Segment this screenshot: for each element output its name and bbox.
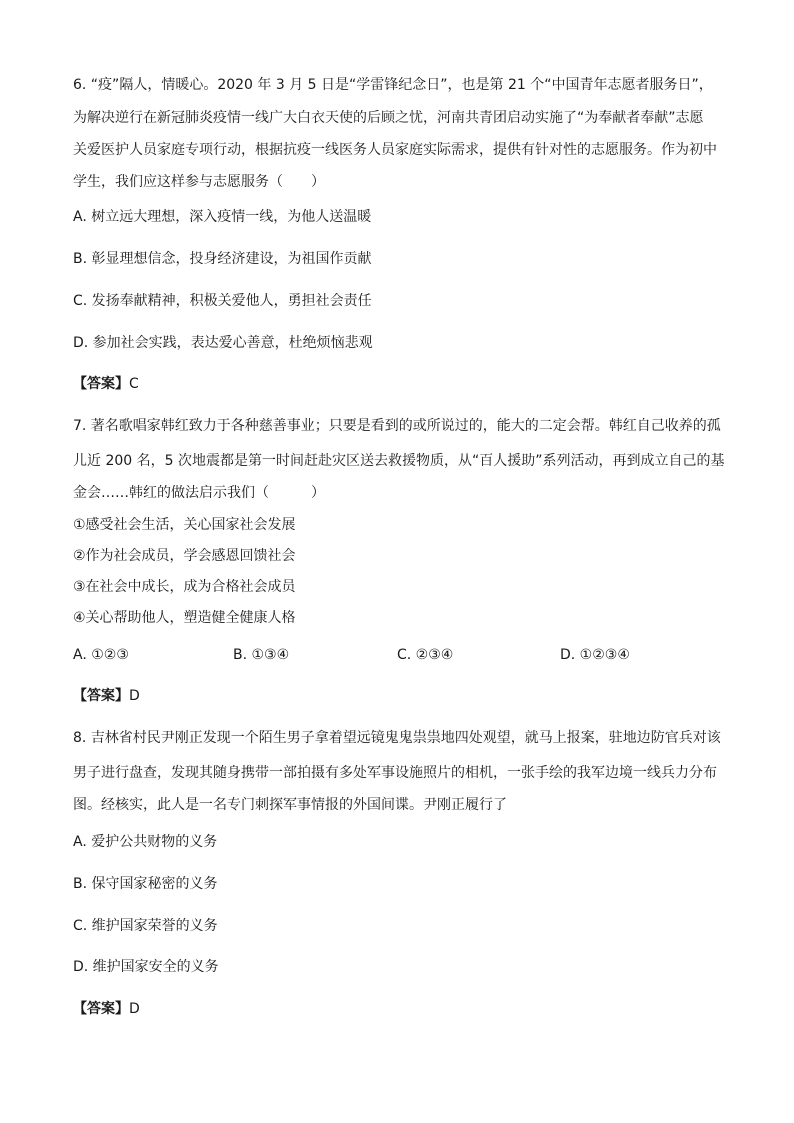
q7-option-c: C. ②③④ <box>397 647 454 663</box>
q6-stem-line-2: 为解决逆行在新冠肺炎疫情一线广大白衣天使的后顾之忧，河南共青团启动实施了“为奉献者奉献”志愿 <box>73 110 704 126</box>
q7-answer-value: D <box>129 688 140 704</box>
q8-option-b: B. 保守国家秘密的义务 <box>73 876 218 892</box>
q7-statement-4: ④关心帮助他人，塑造健全健康人格 <box>73 610 296 626</box>
q8-stem-line-3: 图。经核实，此人是一名专门刺探军事情报的外国间谍。尹刚正履行了 <box>73 797 507 813</box>
q7-option-b: B. ①③④ <box>233 647 290 663</box>
q7-option-d: D. ①②③④ <box>560 647 630 663</box>
q8-stem-line-2: 男子进行盘查，发现其随身携带一部拍摄有多处军事设施照片的相机，一张手绘的我军边境一线兵力分布 <box>73 765 717 781</box>
q8-answer-value: D <box>129 1001 140 1017</box>
q8-answer-tag: 【答案】 <box>73 1001 129 1017</box>
q6-option-c: C. 发扬奉献精神，积极关爱他人，勇担社会责任 <box>73 293 372 309</box>
q7-statement-3: ③在社会中成长，成为合格社会成员 <box>73 579 296 595</box>
q7-answer-tag: 【答案】 <box>73 688 129 704</box>
q6-option-b: B. 彰显理想信念，投身经济建设，为祖国作贡献 <box>73 251 372 267</box>
q6-answer-value: C <box>129 376 139 392</box>
q8-option-d: D. 维护国家安全的义务 <box>73 959 219 975</box>
q6-stem-line-1: 6. “疫”隔人，情暖心。2020 年 3 月 5 日是“学雷锋纪念日”，也是第 21 个“中国青年志愿者服务日”， <box>73 77 713 93</box>
q6-option-d: D. 参加社会实践，表达爱心善意，杜绝烦恼悲观 <box>73 335 373 351</box>
q8-answer <box>73 1000 140 1018</box>
q8-option-a: A. 爱护公共财物的义务 <box>73 834 218 850</box>
q8-option-c: C. 维护国家荣誉的义务 <box>73 918 218 934</box>
q6-option-a: A. 树立远大理想，深入疫情一线，为他人送温暖 <box>73 209 372 225</box>
q6-stem-line-3: 关爱医护人员家庭专项行动，根据抗疫一线医务人员家庭实际需求，提供有针对性的志愿服务。作为初中 <box>73 142 717 158</box>
q7-statement-1: ①感受社会生活，关心国家社会发展 <box>73 517 296 533</box>
q6-stem-line-4: 学生，我们应这样参与志愿服务（ ） <box>73 174 325 190</box>
q7-statement-2: ②作为社会成员，学会感恩回馈社会 <box>73 548 296 564</box>
q8-stem-line-1: 8. 吉林省村民尹刚正发现一个陌生男子拿着望远镜鬼鬼祟祟地四处观望，就马上报案，驻地边防官兵对该 <box>73 730 721 746</box>
q6-answer <box>73 375 139 393</box>
q7-stem-line-2: 儿近 200 名，5 次地震都是第一时间赶赴灾区送去救援物质，从“百人援助”系列活动，再到成立自己的基 <box>73 453 725 469</box>
q7-option-a: A. ①②③ <box>73 647 129 663</box>
q7-stem-line-1: 7. 著名歌唱家韩红致力于各种慈善事业；只要是看到的或所说过的，能大的二定会帮。韩红自己收养的孤 <box>73 418 721 434</box>
q6-answer-tag: 【答案】 <box>73 376 129 392</box>
q7-answer <box>73 687 140 705</box>
q7-stem-line-3: 金会……韩红的做法启示我们（ ） <box>73 485 325 501</box>
